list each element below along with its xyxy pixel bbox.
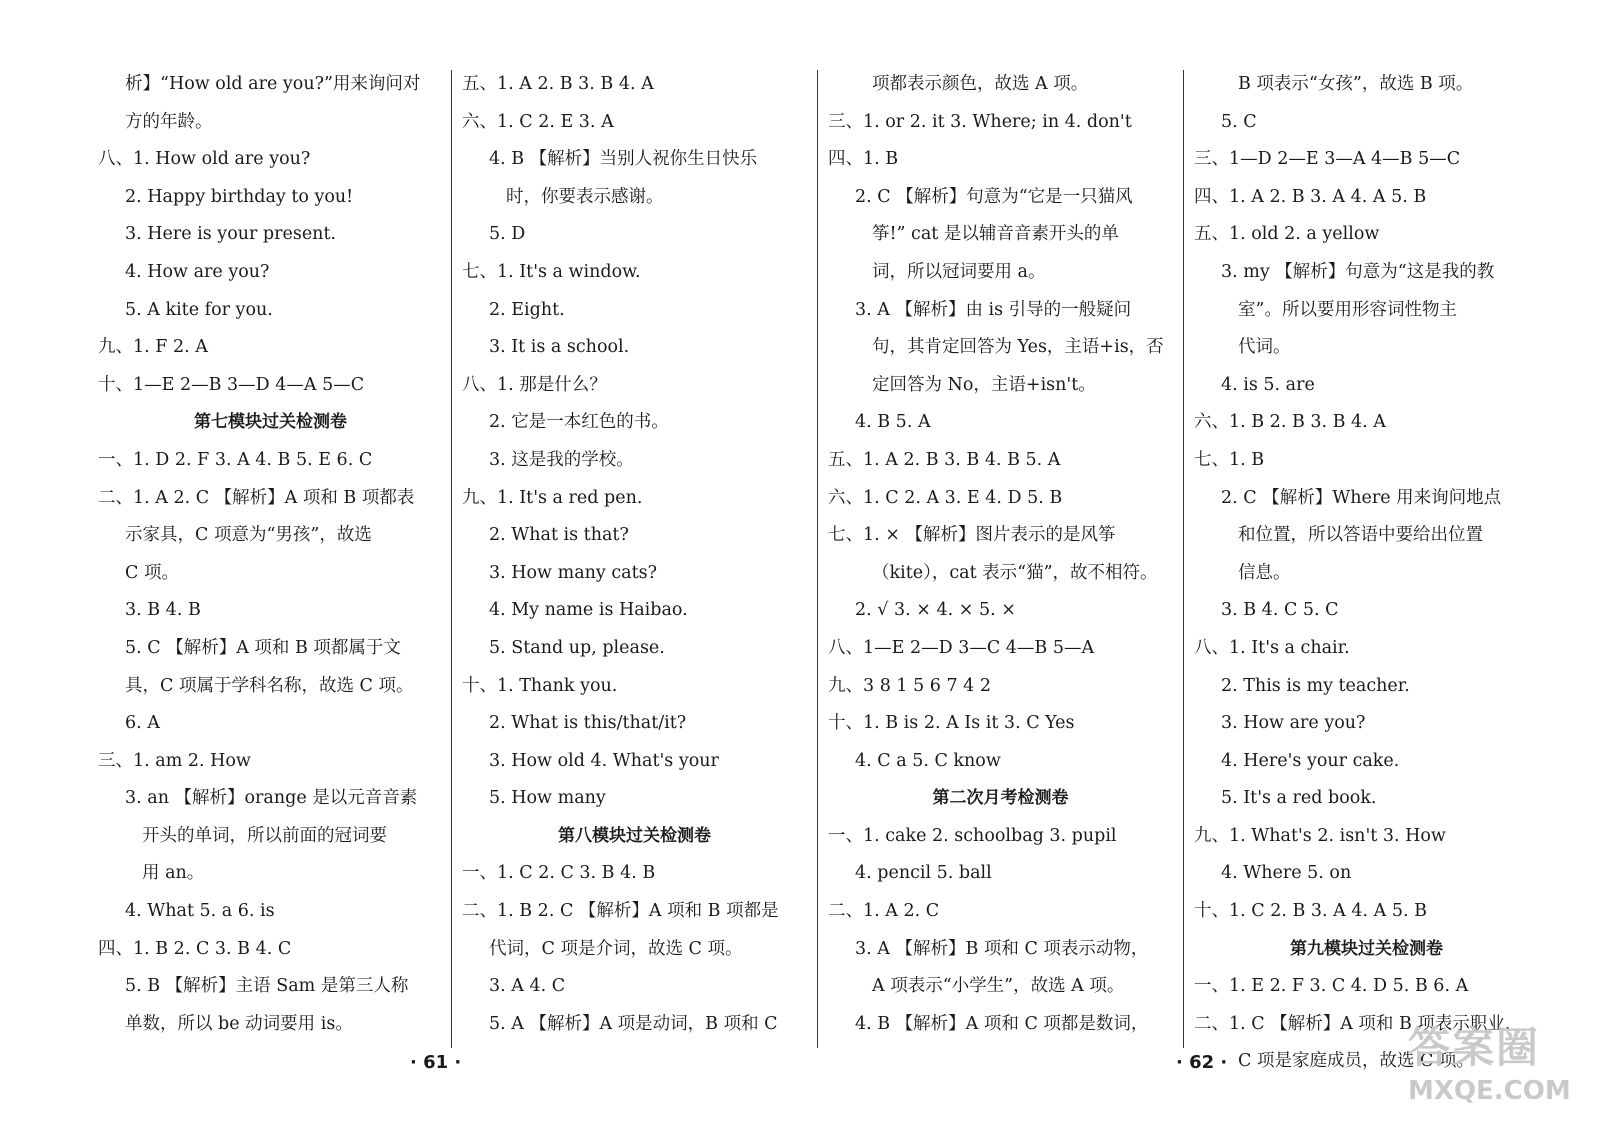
answer-line: 室”。所以要用形容词性物主 — [1238, 299, 1457, 320]
answer-line: 八、1—E 2—D 3—C 4—B 5—A — [828, 637, 1095, 658]
answer-line: 一、1. cake 2. schoolbag 3. pupil — [828, 825, 1117, 846]
answer-line: 十、1. C 2. B 3. A 4. A 5. B — [1194, 901, 1427, 922]
answer-line: 二、1. B 2. C 【解析】A 项和 B 项都是 — [462, 901, 779, 922]
answer-line: 七、1. It's a window. — [462, 261, 641, 282]
answer-line: 5. D — [489, 224, 526, 245]
answer-line: 3. It is a school. — [489, 337, 630, 358]
answer-line: 5. C — [1221, 111, 1257, 132]
answer-line: 2. What is this/that/it? — [489, 713, 687, 734]
answer-line: 3. an 【解析】orange 是以元音音素 — [125, 788, 418, 809]
answer-line: 4. My name is Haibao. — [489, 600, 688, 621]
answer-line: C 项。 — [125, 562, 179, 583]
answer-line: 六、1. B 2. B 3. B 4. A — [1194, 412, 1386, 433]
answer-line: A 项表示“小学生”，故选 A 项。 — [872, 976, 1125, 997]
answer-line: 3. my 【解析】句意为“这是我的教 — [1221, 261, 1495, 282]
answer-line: 七、1. B — [1194, 449, 1265, 470]
answer-line: 九、1. What's 2. isn't 3. How — [1194, 825, 1446, 846]
answer-line: 一、1. E 2. F 3. C 4. D 5. B 6. A — [1194, 976, 1469, 997]
answer-line: 5. A kite for you. — [125, 299, 273, 320]
answer-line: 2. What is that? — [489, 525, 629, 546]
answer-line: 3. B 4. C 5. C — [1221, 600, 1339, 621]
answer-line: 3. How old 4. What's your — [489, 750, 719, 771]
answer-line: 五、1. A 2. B 3. B 4. B 5. A — [828, 449, 1061, 470]
answer-line: 示家具，C 项意为“男孩”，故选 — [125, 525, 372, 546]
answer-line: （kite），cat 表示“猫”，故不相符。 — [872, 562, 1158, 583]
answer-column-3 — [828, 66, 1173, 1046]
column-divider — [1183, 70, 1184, 1048]
watermark-logo — [1408, 1022, 1571, 1122]
answer-line: 八、1. 那是什么？ — [462, 374, 607, 395]
answer-line: 四、1. B 2. C 3. B 4. C — [98, 938, 292, 959]
answer-line: 五、1. old 2. a yellow — [1194, 224, 1380, 245]
answer-line: 5. It's a red book. — [1221, 788, 1377, 809]
answer-line: 句，其肯定回答为 Yes，主语+is，否 — [872, 337, 1164, 358]
answer-line: 十、1. Thank you. — [462, 675, 618, 696]
answer-line: 4. C a 5. C know — [855, 750, 1001, 771]
answer-line: 具，C 项属于学科名称，故选 C 项。 — [125, 675, 414, 696]
answer-line: 4. Where 5. on — [1221, 863, 1352, 884]
answer-line: 6. A — [125, 713, 160, 734]
answer-line: 三、1. or 2. it 3. Where; in 4. don't — [828, 111, 1132, 132]
answer-column-1 — [98, 66, 443, 1046]
answer-line: 十、1—E 2—B 3—D 4—A 5—C — [98, 374, 365, 395]
answer-line: 4. B 【解析】当别人祝你生日快乐 — [489, 149, 758, 170]
page-number-right: · 62 · — [1176, 1052, 1228, 1073]
answer-line: 筝!” cat 是以辅音音素开头的单 — [872, 224, 1119, 245]
answer-line: 单数，所以 be 动词要用 is。 — [125, 1013, 353, 1034]
answer-line: 2. Happy birthday to you! — [125, 186, 354, 207]
answer-line: 3. A 4. C — [489, 976, 566, 997]
answer-line: 4. is 5. are — [1221, 374, 1315, 395]
answer-line: 3. B 4. B — [125, 600, 201, 621]
answer-line: 词，所以冠词要用 a。 — [872, 261, 1046, 282]
answer-line: 3. 这是我的学校。 — [489, 449, 634, 470]
answer-line: 九、1. F 2. A — [98, 337, 208, 358]
answer-line: 4. B 5. A — [855, 412, 931, 433]
watermark-en: MXQE.COM — [1408, 1076, 1571, 1106]
answer-line: 2. 它是一本红色的书。 — [489, 412, 669, 433]
answer-line: 九、1. It's a red pen. — [462, 487, 643, 508]
answer-line: 三、1. am 2. How — [98, 750, 251, 771]
answer-line: 方的年龄。 — [125, 111, 213, 132]
answer-line: 4. What 5. a 6. is — [125, 901, 275, 922]
answer-line: 八、1. It's a chair. — [1194, 637, 1350, 658]
answer-line: 十、1. B is 2. A Is it 3. C Yes — [828, 713, 1075, 734]
answer-line: 2. √ 3. × 4. × 5. × — [855, 600, 1016, 621]
answer-line: 2. Eight. — [489, 299, 565, 320]
answer-line: B 项表示“女孩”，故选 B 项。 — [1238, 74, 1474, 94]
answer-line: 六、1. C 2. A 3. E 4. D 5. B — [828, 487, 1063, 508]
section-heading: 第八模块过关检测卷 — [558, 825, 711, 846]
answer-line: 析】“How old are you?”用来询问对 — [125, 74, 421, 94]
answer-line: 项都表示颜色，故选 A 项。 — [872, 74, 1089, 94]
answer-line: 5. C 【解析】A 项和 B 项都属于文 — [125, 637, 401, 658]
answer-line: 5. How many — [489, 788, 606, 809]
answer-line: 3. A 【解析】B 项和 C 项表示动物， — [855, 938, 1149, 959]
answer-line: 用 an。 — [142, 863, 205, 884]
answer-line: 六、1. C 2. E 3. A — [462, 111, 614, 132]
answer-line: 开头的单词，所以前面的冠词要 — [142, 825, 387, 846]
watermark-cn: 答案圈 — [1408, 1023, 1541, 1072]
answer-line: 5. B 【解析】主语 Sam 是第三人称 — [125, 976, 409, 997]
answer-line: 3. Here is your present. — [125, 224, 337, 245]
answer-line: 4. B 【解析】A 项和 C 项都是数词， — [855, 1013, 1149, 1034]
answer-line: 4. Here's your cake. — [1221, 750, 1400, 771]
answer-line: 一、1. D 2. F 3. A 4. B 5. E 6. C — [98, 449, 373, 470]
answer-line: 二、1. A 2. C — [828, 901, 940, 922]
answer-line: 四、1. A 2. B 3. A 4. A 5. B — [1194, 186, 1427, 207]
answer-line: 4. pencil 5. ball — [855, 863, 992, 884]
page-number-left: · 61 · — [410, 1052, 462, 1073]
answer-line: 四、1. B — [828, 149, 899, 170]
section-heading: 第二次月考检测卷 — [932, 788, 1069, 809]
answer-line: 信息。 — [1238, 562, 1291, 583]
answer-line: 4. How are you? — [125, 261, 270, 282]
answer-line: 代词。 — [1238, 337, 1291, 358]
column-divider — [451, 70, 452, 1048]
answer-line: 2. C 【解析】Where 用来询问地点 — [1221, 487, 1502, 508]
answer-line: 3. How are you? — [1221, 713, 1366, 734]
answer-line: 八、1. How old are you? — [98, 149, 311, 170]
answer-line: 九、3 8 1 5 6 7 4 2 — [828, 675, 992, 696]
answer-line: 定回答为 No，主语+isn't。 — [872, 374, 1096, 395]
answer-column-2 — [462, 66, 807, 1046]
answer-line: 二、1. A 2. C 【解析】A 项和 B 项都表 — [98, 487, 415, 508]
answer-line: 3. A 【解析】由 is 引导的一般疑问 — [855, 299, 1132, 320]
answer-line: C 项是家庭成员，故选 C 项。 — [1238, 1051, 1474, 1072]
answer-line: 3. How many cats? — [489, 562, 657, 583]
section-heading: 第九模块过关检测卷 — [1290, 938, 1443, 959]
answer-line: 2. This is my teacher. — [1221, 675, 1410, 696]
answer-line: 5. Stand up, please. — [489, 637, 665, 658]
answer-line: 二、1. C 【解析】A 项和 B 项表示职业， — [1194, 1013, 1523, 1034]
answer-line: 代词，C 项是介词，故选 C 项。 — [489, 938, 743, 959]
answer-line: 一、1. C 2. C 3. B 4. B — [462, 863, 656, 884]
answer-line: 5. A 【解析】A 项是动词，B 项和 C — [489, 1013, 778, 1034]
answer-line: 五、1. A 2. B 3. B 4. A — [462, 74, 654, 94]
answer-line: 2. C 【解析】句意为“它是一只猫风 — [855, 186, 1133, 207]
answer-line: 和位置，所以答语中要给出位置 — [1238, 525, 1483, 546]
answer-line: 七、1. × 【解析】图片表示的是风筝 — [828, 525, 1116, 546]
column-divider — [817, 70, 818, 1048]
section-heading: 第七模块过关检测卷 — [194, 412, 347, 433]
answer-line: 三、1—D 2—E 3—A 4—B 5—C — [1194, 149, 1461, 170]
answer-line: 时，你要表示感谢。 — [506, 186, 664, 207]
